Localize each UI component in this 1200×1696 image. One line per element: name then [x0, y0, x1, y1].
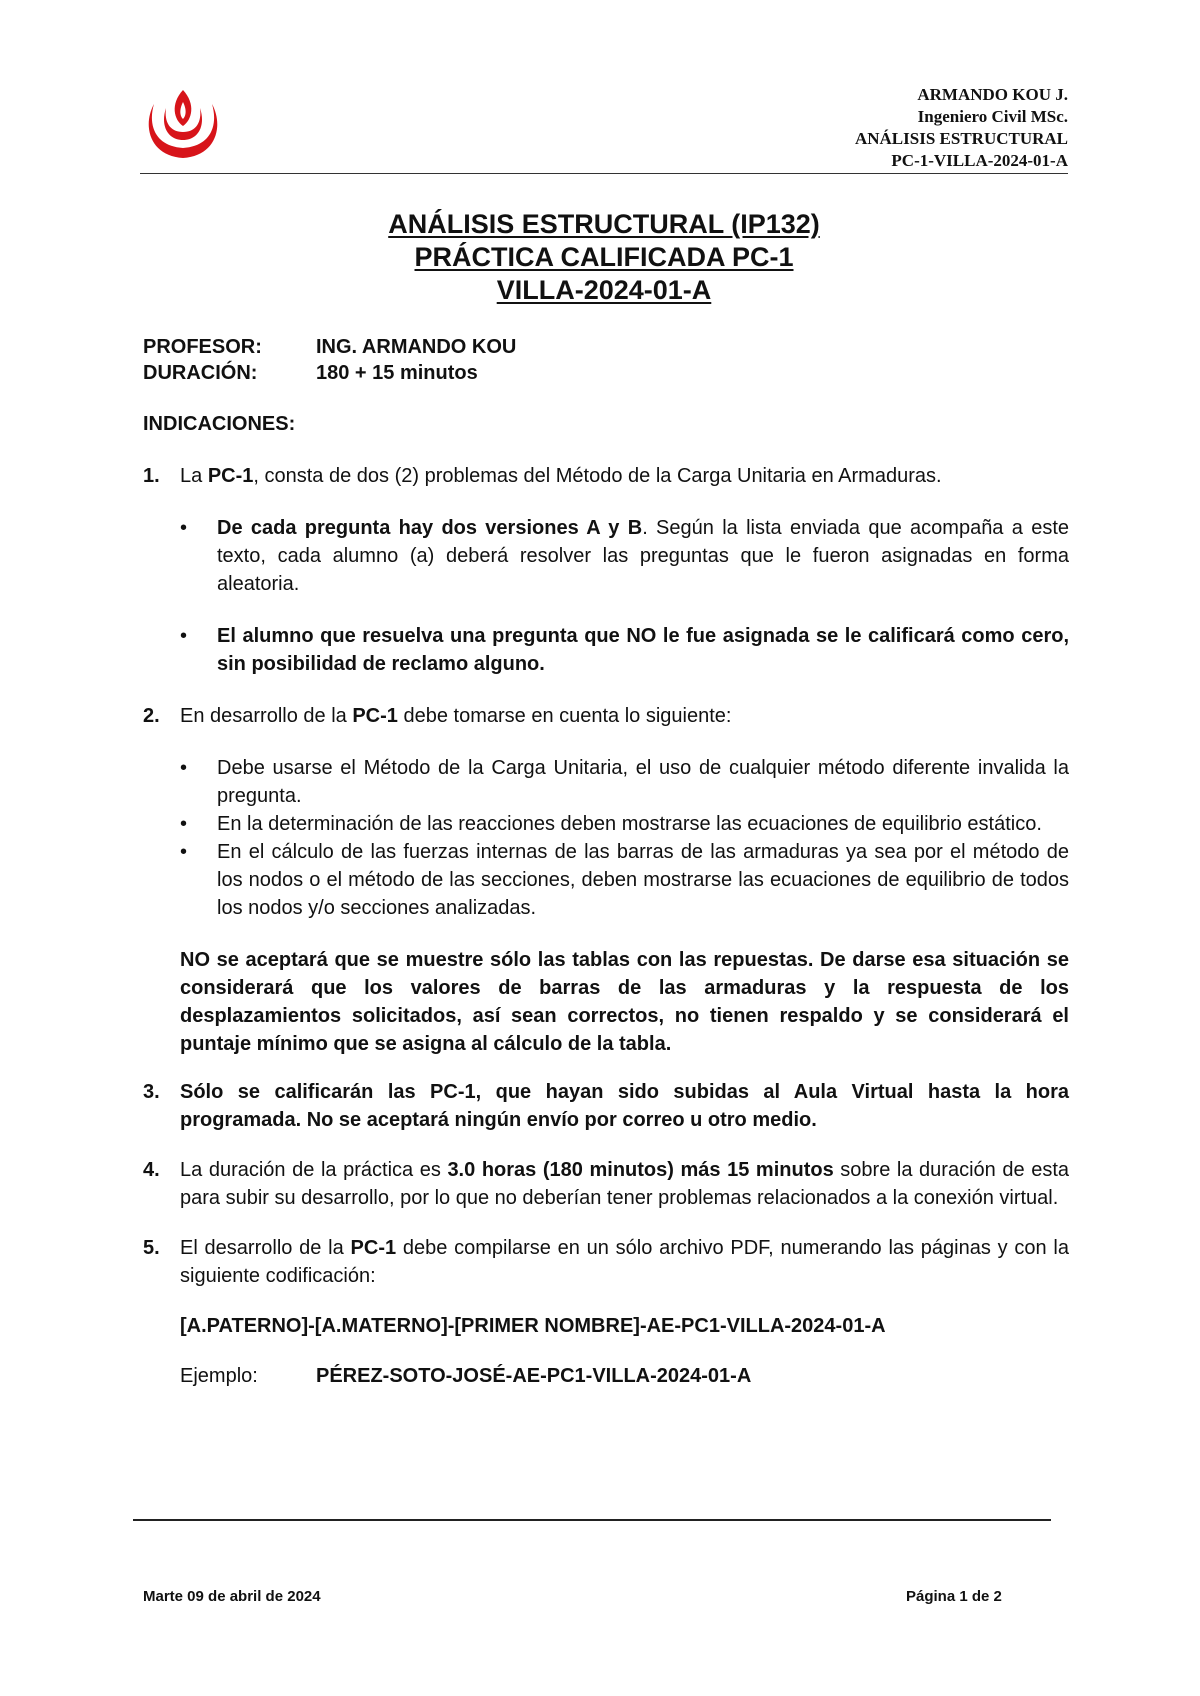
- item-text: El desarrollo de la: [180, 1237, 351, 1259]
- flame-logo-icon: [140, 86, 226, 166]
- duracion-label: DURACIÓN:: [143, 362, 258, 384]
- duracion-value: 180 + 15 minutos: [316, 362, 478, 384]
- list-item: [143, 754, 1069, 810]
- list-item: [143, 514, 1069, 598]
- title-line-1: ANÁLISIS ESTRUCTURAL (IP132): [388, 209, 820, 239]
- item-2-bullets: [143, 754, 1069, 922]
- item-bold: PC-1: [350, 1237, 397, 1259]
- exam-meta: [143, 334, 516, 386]
- bullet-text: El alumno que resuelva una pregunta que NO le fue asignada se le calificará como cero, sin posibilidad de reclamo alguno.: [217, 625, 1069, 675]
- example-value: PÉREZ-SOTO-JOSÉ-AE-PC1-VILLA-2024-01-A: [316, 1365, 752, 1387]
- bullet-icon: •: [180, 625, 188, 647]
- item-text: debe compilarse en un sólo archivo PDF, numerando las páginas y con la siguiente codificación:: [180, 1237, 1069, 1287]
- example-label: Ejemplo:: [180, 1365, 258, 1387]
- item-text: En desarrollo de la: [180, 705, 353, 727]
- bullet-icon: •: [180, 757, 188, 779]
- title-line-3: VILLA-2024-01-A: [496, 275, 712, 305]
- item-text: , consta de dos (2) problemas del Método de la Carga Unitaria en Armaduras.: [253, 465, 942, 487]
- footer-page-number: Página 1 de 2: [906, 1588, 1002, 1605]
- item-number: 1.: [143, 465, 160, 487]
- item-bold: PC-1: [207, 465, 254, 487]
- header-code: PC-1-VILLA-2024-01-A: [891, 151, 1068, 170]
- bullet-text: En el cálculo de las fuerzas internas de las barras de las armaduras ya sea por el método de los nodos o el método de las secciones, deben mostrarse las ecuaciones de equilibrio de todos los nodos y/o secciones analizadas.: [217, 841, 1069, 919]
- instruction-item-2: [143, 702, 1069, 730]
- item-text: La: [180, 465, 208, 487]
- item-bold: PC-1: [352, 705, 398, 727]
- bullet-bold: De cada pregunta hay dos versiones A y B: [217, 517, 643, 539]
- list-item: [143, 810, 1069, 838]
- item-bold: 3.0 horas (180 minutos) más 15 minutos: [447, 1159, 834, 1181]
- bullet-text: En la determinación de las reacciones deben mostrarse las ecuaciones de equilibrio estático.: [217, 813, 1042, 835]
- bullet-icon: •: [180, 841, 188, 863]
- indicaciones-heading: INDICACIONES:: [143, 413, 296, 435]
- item-2-note: NO se aceptará que se muestre sólo las tablas con las repuestas. De darse esa situación se considerará que los valores de barras de las armaduras y la respuesta de los desplazamientos solicitados, así sean correctos, no tienen respaldo y se considerará el puntaje mínimo que se asigna al cálculo de la tabla.: [180, 949, 1069, 1055]
- list-item: [143, 838, 1069, 922]
- instruction-item-1: [143, 462, 1069, 490]
- footer-date: Marte 09 de abril de 2024: [143, 1588, 321, 1605]
- filename-example: [143, 1362, 1069, 1390]
- page-header: [855, 84, 1068, 172]
- document-title: [140, 208, 1068, 307]
- footer-divider: [133, 1519, 1051, 1521]
- list-item: [143, 622, 1069, 678]
- university-logo: [140, 86, 226, 166]
- instruction-item-3: [143, 1078, 1069, 1134]
- item-number: 5.: [143, 1237, 160, 1259]
- instruction-item-4: [143, 1156, 1069, 1212]
- profesor-value: ING. ARMANDO KOU: [316, 336, 517, 358]
- item-number: 3.: [143, 1081, 160, 1103]
- bullet-icon: •: [180, 813, 188, 835]
- profesor-label: PROFESOR:: [143, 336, 262, 358]
- header-degree: Ingeniero Civil MSc.: [917, 107, 1068, 126]
- header-author: ARMANDO KOU J.: [917, 85, 1068, 104]
- item-text: sobre la duración de esta para subir su desarrollo, por lo que no deberían tener problemas relacionados a la conexión virtual.: [180, 1159, 1069, 1209]
- item-1-bullets: [143, 514, 1069, 678]
- header-course: ANÁLISIS ESTRUCTURAL: [854, 129, 1068, 148]
- instructions-body: [143, 410, 1069, 1390]
- item-text: La duración de la práctica es: [180, 1159, 448, 1181]
- bullet-icon: •: [180, 517, 188, 539]
- title-line-2: PRÁCTICA CALIFICADA PC-1: [414, 242, 794, 272]
- instruction-item-5: [143, 1234, 1069, 1290]
- item-number: 2.: [143, 705, 160, 727]
- item-text: Sólo se calificarán las PC-1, que hayan sido subidas al Aula Virtual hasta la hora programada. No se aceptará ningún envío por correo u otro medio.: [180, 1081, 1069, 1131]
- filename-format: [A.PATERNO]-[A.MATERNO]-[PRIMER NOMBRE]-AE-PC1-VILLA-2024-01-A: [180, 1315, 886, 1337]
- header-divider: [140, 173, 1068, 174]
- item-number: 4.: [143, 1159, 160, 1181]
- bullet-text: Debe usarse el Método de la Carga Unitaria, el uso de cualquier método diferente invalida la pregunta.: [217, 757, 1069, 807]
- bullet-text: . Según la lista enviada que acompaña a este texto, cada alumno (a) deberá resolver las preguntas que le fueron asignadas en forma aleatoria.: [217, 517, 1069, 595]
- item-text: debe tomarse en cuenta lo siguiente:: [397, 705, 732, 727]
